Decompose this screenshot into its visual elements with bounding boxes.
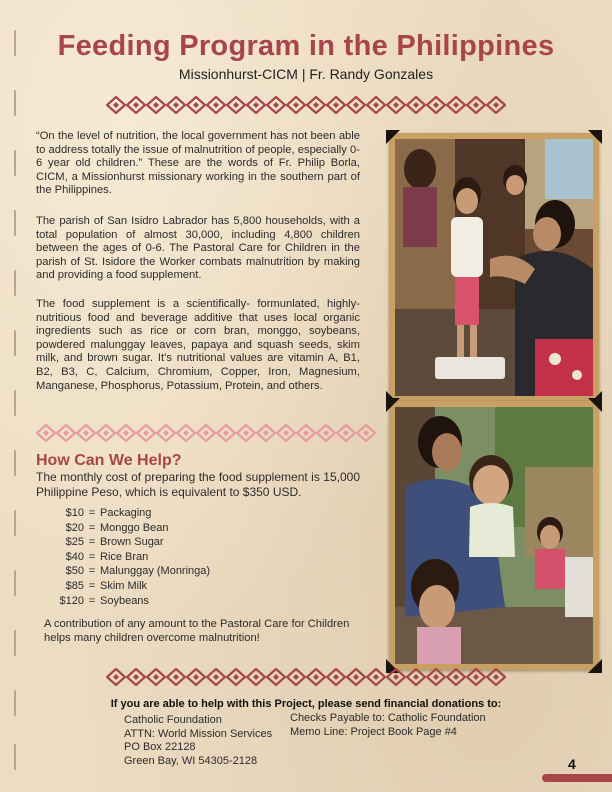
- check-instructions: [290, 712, 486, 739]
- donation-heading: If you are able to help with this Project, please send financial donations to:: [110, 698, 502, 710]
- price-list: [40, 506, 210, 608]
- mailing-address: [124, 714, 272, 768]
- price-row: $85 = Skim Milk: [40, 579, 210, 594]
- diamond-ornament-bottom: [106, 668, 506, 686]
- diamond-pattern-icon: [106, 668, 506, 686]
- price-item: Monggo Bean: [100, 521, 169, 534]
- price-row: $40 = Rice Bran: [40, 550, 210, 565]
- page-number: 4: [568, 756, 576, 772]
- price-amount: $120: [59, 594, 84, 607]
- address-line: ATTN: World Mission Services: [124, 727, 273, 740]
- price-row: $10 = Packaging: [40, 506, 210, 521]
- article-paragraph-3: The food supplement is a scientifically- formunlated, highly-nutritious food and beverage additive that uses local organic ingredients such as rice or corn bran, monggo, soybeans, powdered malunggay leaves, papaya and squash seeds, skim milk, and brown sugar. It’s nutritional values are vitamin A, B1, B2, B3, C, Calcium, Chromium, Copper, Iron, Magnesium, Manganese, Phosphorus, Potassium, Protein, and others.: [36, 298, 360, 392]
- page-subtitle: Missionhurst-CICM | Fr. Randy Gonzales: [178, 66, 434, 82]
- page-title: Feeding Program in the Philippines: [57, 30, 555, 62]
- contribution-note: A contribution of any amount to the Pastoral Care for Children helps many children overcome malnutrition!: [44, 618, 350, 644]
- address-line: Green Bay, WI 54305-2128: [124, 754, 258, 767]
- price-amount: $40: [65, 550, 84, 563]
- price-row: $20 = Monggo Bean: [40, 521, 210, 536]
- price-amount: $25: [65, 536, 84, 549]
- page-tab-decoration: [542, 774, 612, 782]
- photo-image: [395, 407, 593, 664]
- photo-weighing-illustration: [395, 139, 593, 396]
- help-heading: How Can We Help?: [36, 452, 182, 469]
- price-item: Skim Milk: [100, 579, 148, 592]
- binding-marks: [14, 30, 20, 770]
- help-intro: The monthly cost of preparing the food supplement is 15,000 Philippine Peso, which is equivalent to $350 USD.: [36, 470, 360, 499]
- diamond-pattern-icon: [106, 96, 506, 114]
- price-item: Packaging: [100, 507, 152, 519]
- price-item: Brown Sugar: [100, 536, 164, 549]
- photo-child-weighing: [389, 133, 599, 402]
- address-line: PO Box 22128: [124, 741, 196, 754]
- diamond-ornament-top: [106, 96, 506, 114]
- price-item: Rice Bran: [100, 550, 149, 563]
- price-amount: $50: [65, 565, 84, 578]
- photo-mothers-children: [389, 401, 599, 670]
- price-amount: $20: [65, 521, 84, 534]
- photo-image: [395, 139, 593, 396]
- address-line: Catholic Foundation: [124, 714, 222, 726]
- photo-mothers-illustration: [395, 407, 593, 664]
- check-line: Checks Payable to: Catholic Foundation: [290, 712, 486, 724]
- article-paragraph-1: “On the level of nutrition, the local government has not been able to address totally the issue of malnutrition of people, especially 0-6 year old children.” These are the words of Fr. Philip Borla, CICM, a Missionhurst missionary working in the southern part of the Philippines.: [36, 130, 360, 197]
- article-paragraph-2: The parish of San Isidro Labrador has 5,800 households, with a total population of almost 30,000, including 4,800 children between the ages of 0-6. The Pastoral Care for Children in the parish of St. Isidore the Worker combats malnutrition by making and providing a food supplement.: [36, 215, 360, 282]
- check-line: Memo Line: Project Book Page #4: [290, 725, 457, 738]
- diamond-ornament-middle: [36, 424, 376, 442]
- price-amount: $85: [65, 579, 84, 592]
- price-item: Malunggay (Monringa): [100, 565, 211, 578]
- price-amount: $10: [65, 507, 84, 519]
- diamond-pattern-icon: [36, 424, 376, 442]
- price-row: $50 = Malunggay (Monringa): [40, 564, 210, 579]
- price-item: Soybeans: [100, 594, 149, 607]
- price-row: $25 = Brown Sugar: [40, 535, 210, 550]
- price-row: $120 = Soybeans: [40, 594, 210, 609]
